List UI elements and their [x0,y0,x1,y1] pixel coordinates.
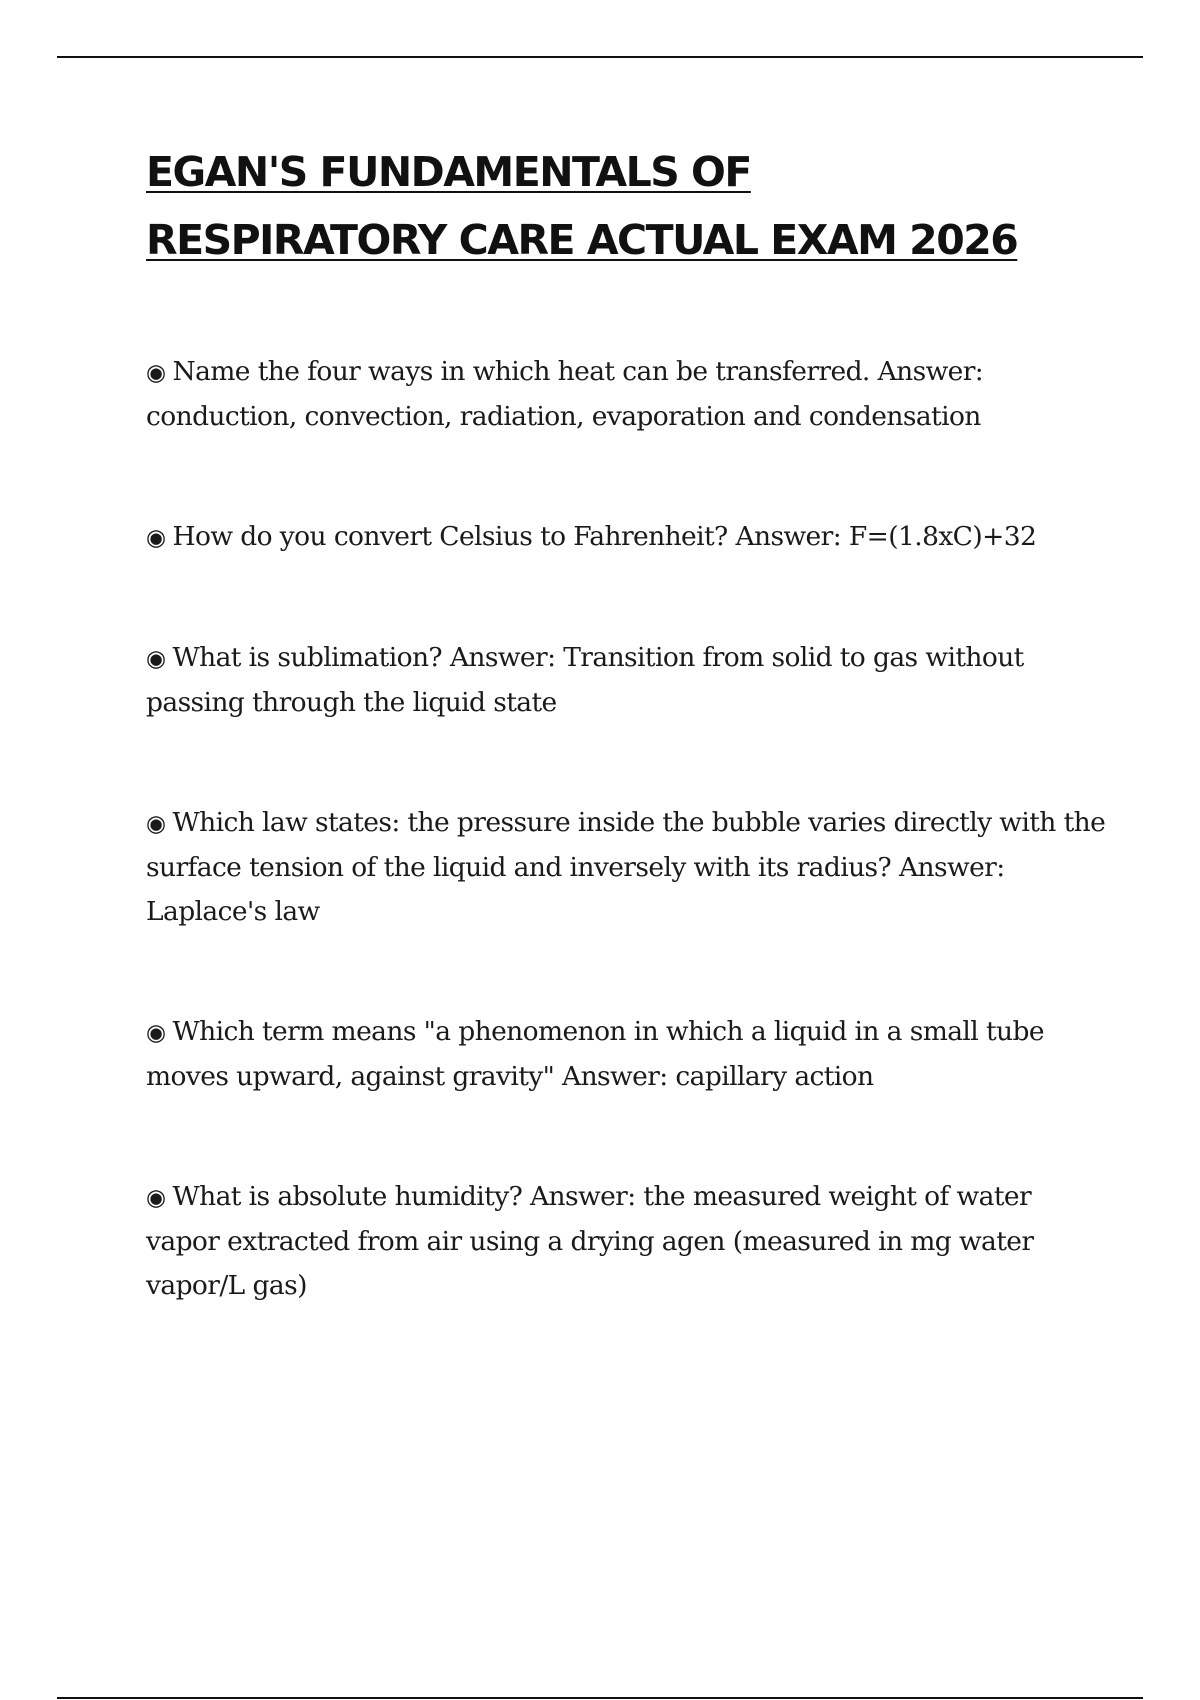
qa-text: What is sublimation? Answer: Transition from solid to gas without passing through the liquid state [146,642,1024,718]
qa-item [146,1010,1106,1099]
qa-text: Name the four ways in which heat can be transferred. Answer: conduction, convection, radiation, evaporation and condensation [146,356,984,432]
qa-text: How do you convert Celsius to Fahrenheit? Answer: F=(1.8xC)+32 [172,521,1037,552]
qa-text: Which term means "a phenomenon in which a liquid in a small tube moves upward, against gravity" Answer: capillary action [146,1016,1044,1092]
bottom-divider [57,1697,1143,1699]
bullet-icon: ◉ [146,646,166,672]
document-title: EGAN'S FUNDAMENTALS OF RESPIRATORY CARE ACTUAL EXAM 2026 [146,148,1018,264]
qa-item [146,350,1106,439]
qa-text: Which law states: the pressure inside the bubble varies directly with the surface tension of the liquid and inversely with its radius? Answer: Laplace's law [146,807,1106,927]
document-body [146,138,1106,1384]
bullet-icon: ◉ [146,525,166,551]
qa-item [146,801,1106,934]
bullet-icon: ◉ [146,1020,166,1046]
qa-list [146,350,1106,1308]
bullet-icon: ◉ [146,360,166,386]
qa-text: What is absolute humidity? Answer: the measured weight of water vapor extracted from air using a drying agen (measured in mg water vapor/L gas) [146,1181,1034,1301]
qa-item [146,1175,1106,1308]
top-divider [57,56,1143,58]
bullet-icon: ◉ [146,811,166,837]
bullet-icon: ◉ [146,1185,166,1211]
qa-item [146,515,1106,560]
qa-item [146,636,1106,725]
